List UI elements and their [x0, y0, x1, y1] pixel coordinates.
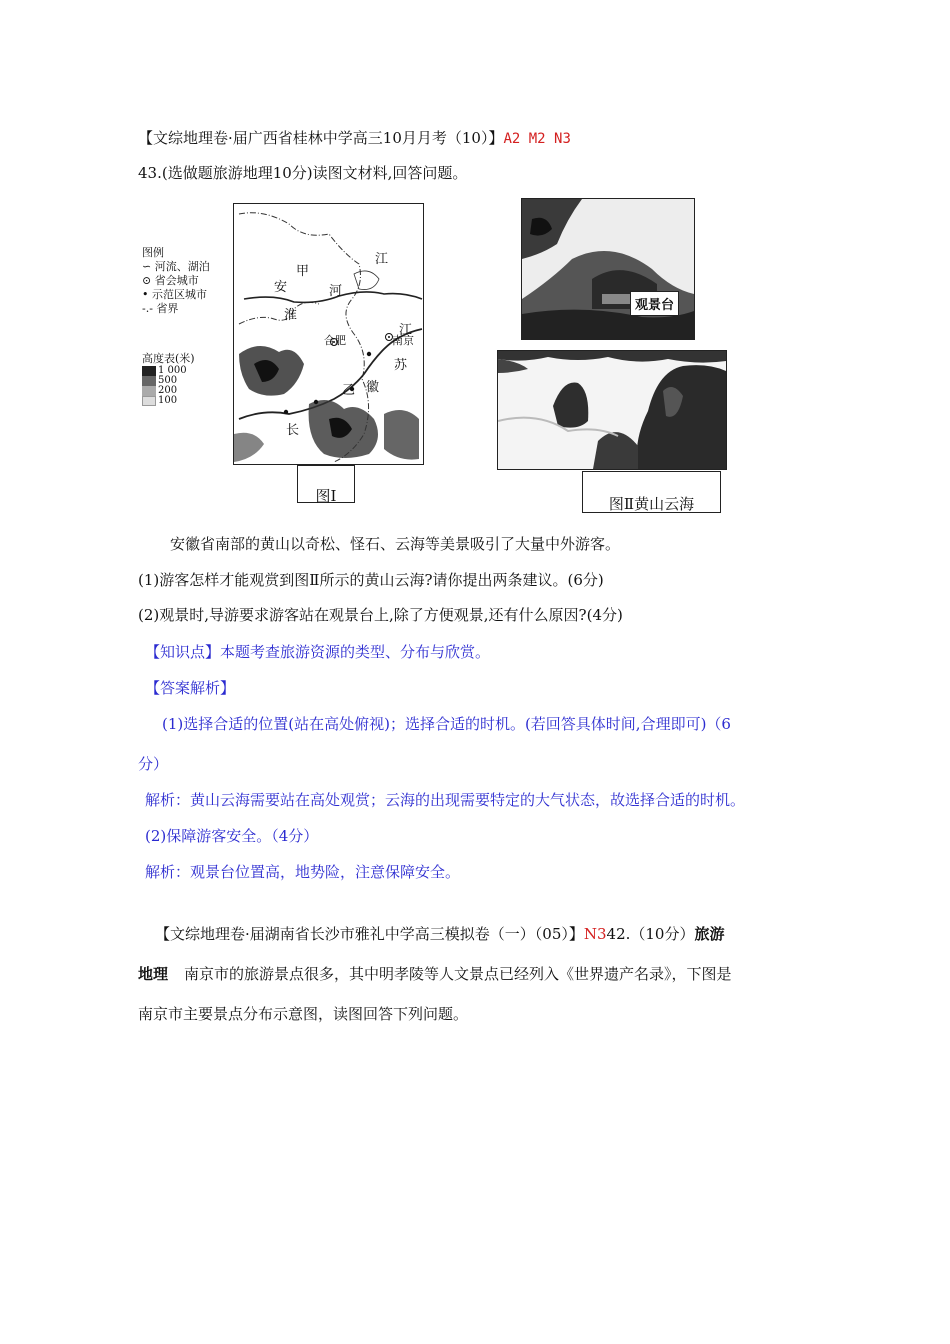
figure-2-caption: 图Ⅱ黄山云海 [582, 471, 721, 513]
knowledge-point: 【知识点】本题考查旅游资源的类型、分布与欣赏。 [145, 643, 491, 661]
river-icon: ∽ [142, 260, 155, 273]
height-scale-title: 高度表(米) [142, 352, 195, 365]
map-label-yi: 乙 [342, 383, 356, 398]
height-swatches [142, 366, 156, 406]
map-label-nanjing: 南京 [392, 334, 414, 347]
answer-1-line-b: 分） [138, 755, 169, 773]
capital-city-icon: ⊙ [142, 274, 155, 287]
map-label-jiang2: 江 [399, 323, 413, 338]
map-label-chang: 长 [286, 423, 300, 438]
cloud-sea-photo [497, 350, 727, 470]
question-header-line [138, 128, 571, 149]
viewing-platform-photo [521, 198, 695, 340]
legend-title: 图例 [142, 246, 164, 259]
legend-capital: ⊙ 省会城市 [142, 274, 199, 287]
legend-demo-city: • 示范区城市 [142, 288, 207, 301]
answer-1-explanation: 解析：黄山云海需要站在高处观赏；云海的出现需要特定的大气状态，故选择合适的时机。 [145, 791, 746, 809]
question-2-topic-b: 地理 [138, 965, 169, 983]
city-dot-icon: • [142, 288, 152, 301]
source-header: 【文综地理卷·届广西省桂林中学高三10月月考（10）】 [138, 129, 504, 147]
question-stem: 43.(选做题旅游地理10分)读图文材料,回答问题。 [138, 164, 468, 182]
answer-1-line-a: (1)选择合适的位置(站在高处俯视)；选择合适的时机。(若回答具体时间,合理即可)（6 [162, 715, 731, 733]
map-legend [142, 246, 210, 406]
height-scale: 1 000 500 200 100 [142, 366, 210, 406]
figure-1-caption: 图Ⅰ [297, 465, 355, 503]
question-2-code: N3 [583, 925, 607, 943]
map-label-an: 安 [274, 280, 288, 295]
answer-heading: 【答案解析】 [145, 679, 236, 697]
map-label-hefei: 合肥 [324, 334, 346, 347]
question-2-topic-a: 旅游 [694, 925, 725, 943]
question-2-source: 【文综地理卷·届湖南省长沙市雅礼中学高三模拟卷（一）（05）】 [155, 925, 584, 943]
map-label-he: 河 [329, 284, 343, 299]
legend-river: ∽ 河流、湖泊 [142, 260, 210, 273]
question-2-line-1 [155, 924, 725, 944]
question-2-text-a: 南京市的旅游景点很多，其中明孝陵等人文景点已经列入《世界遗产名录》，下图是 [184, 965, 732, 983]
map-label-su: 苏 [394, 358, 408, 373]
map-label-jiang: 江 [375, 252, 389, 267]
map-label-jia: 甲 [296, 264, 310, 279]
intro-paragraph: 安徽省南部的黄山以奇松、怪石、云海等美景吸引了大量中外游客。 [170, 535, 621, 553]
anhui-map [233, 203, 424, 465]
viewing-platform-tag: 观景台 [630, 291, 679, 316]
sub-question-2: (2)观景时,导游要求游客站在观景台上,除了方便观景,还有什么原因?(4分) [138, 606, 623, 624]
answer-2: (2)保障游客安全。（4分） [145, 827, 319, 845]
legend-boundary: -.- 省界 [142, 302, 179, 315]
map-label-huai: 淮 [284, 308, 298, 323]
map-label-hui: 徽 [366, 380, 380, 395]
question-2-line-2 [138, 964, 732, 984]
question-2-line-3: 南京市主要景点分布示意图，读图回答下列问题。 [138, 1005, 469, 1023]
sub-question-1: (1)游客怎样才能观赏到图Ⅱ所示的黄山云海?请你提出两条建议。(6分) [138, 571, 604, 589]
answer-2-explanation: 解析：观景台位置高，地势险，注意保障安全。 [145, 863, 461, 881]
question-2-number: 42.（10分） [606, 925, 695, 943]
boundary-icon: -.- [142, 302, 157, 315]
knowledge-codes: A2 M2 N3 [503, 131, 571, 147]
